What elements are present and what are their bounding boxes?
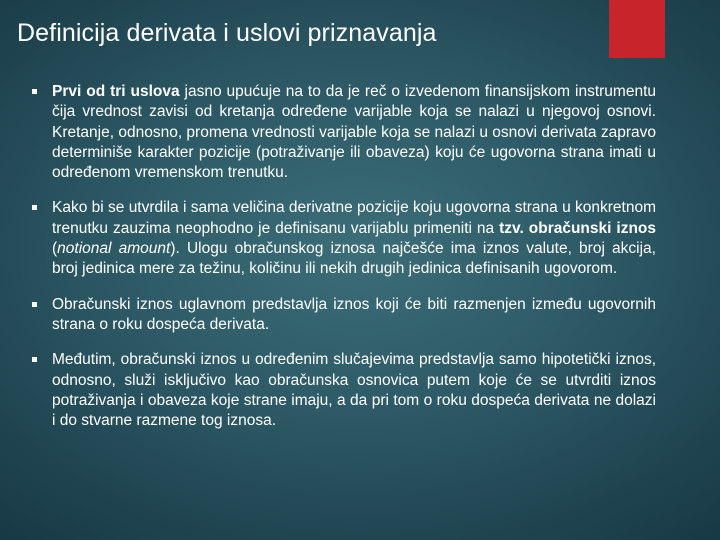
bullet-2-bold-term: tzv. obračunski iznos <box>499 219 657 237</box>
bullet-2-open-paren: ( <box>52 240 58 258</box>
bullet-marker-icon <box>32 357 37 362</box>
bullet-3-text: Obračunski iznos uglavnom predstavlja iznos koji će biti razmenjen između ugovornih strana o roku dospeća derivata. <box>52 295 656 333</box>
bullet-list <box>32 82 656 431</box>
slide-title: Definicija derivata i uslovi priznavanja <box>17 19 437 47</box>
bullet-marker-icon <box>32 205 37 210</box>
bullet-marker-icon <box>32 302 37 307</box>
bullet-item-1 <box>32 82 656 183</box>
bullet-item-2 <box>32 198 656 279</box>
accent-tab <box>609 0 665 58</box>
bullet-4-text: Međutim, obračunski iznos u određenim slučajevima predstavlja samo hipotetički iznos, odnosno, služi isključivo kao obračunska osnovica putem koje će se utvrditi iznos potraživanja i obaveza koje strane imaju, a da pri tom o roku dospeća derivata ne dolazi i do stvarne razmene tog iznosa. <box>52 351 656 430</box>
bullet-1-bold-lead: Prvi od tri uslova <box>52 83 180 100</box>
bullet-1-text: jasno upućuje na to da je reč o izvedenom finansijskom instrumentu čija vrednost zavisi od kretanja određene varijable koja se nalazi u njegovoj osnovi. Kretanje, odnosno, promena vrednosti varijable koja se nalazi u osnovi derivata zapravo determiniše karakter pozicije (potraživanje ili obaveza) koju će ugovorna strana imati u određenom vremenskom trenutku. <box>52 83 656 182</box>
bullet-marker-icon <box>32 89 37 94</box>
bullet-2-italic-term: notional amount <box>57 240 171 258</box>
bullet-2-text-before: Kako bi se utvrdila i sama veličina derivatne pozicije koju ugovorna strana u konkretnom trenutku zauzima neophodno je definisanu varijablu primeniti na <box>52 199 656 237</box>
bullet-item-4 <box>32 350 656 431</box>
bullet-item-3 <box>32 295 656 336</box>
bullet-2-text-after: ). Ulogu obračunskog iznosa najčešće ima iznos valute, broj akcija, broj jedinica mere za težinu, količinu ili nekih drugih jedinica definisanih ugovorom. <box>52 240 656 278</box>
